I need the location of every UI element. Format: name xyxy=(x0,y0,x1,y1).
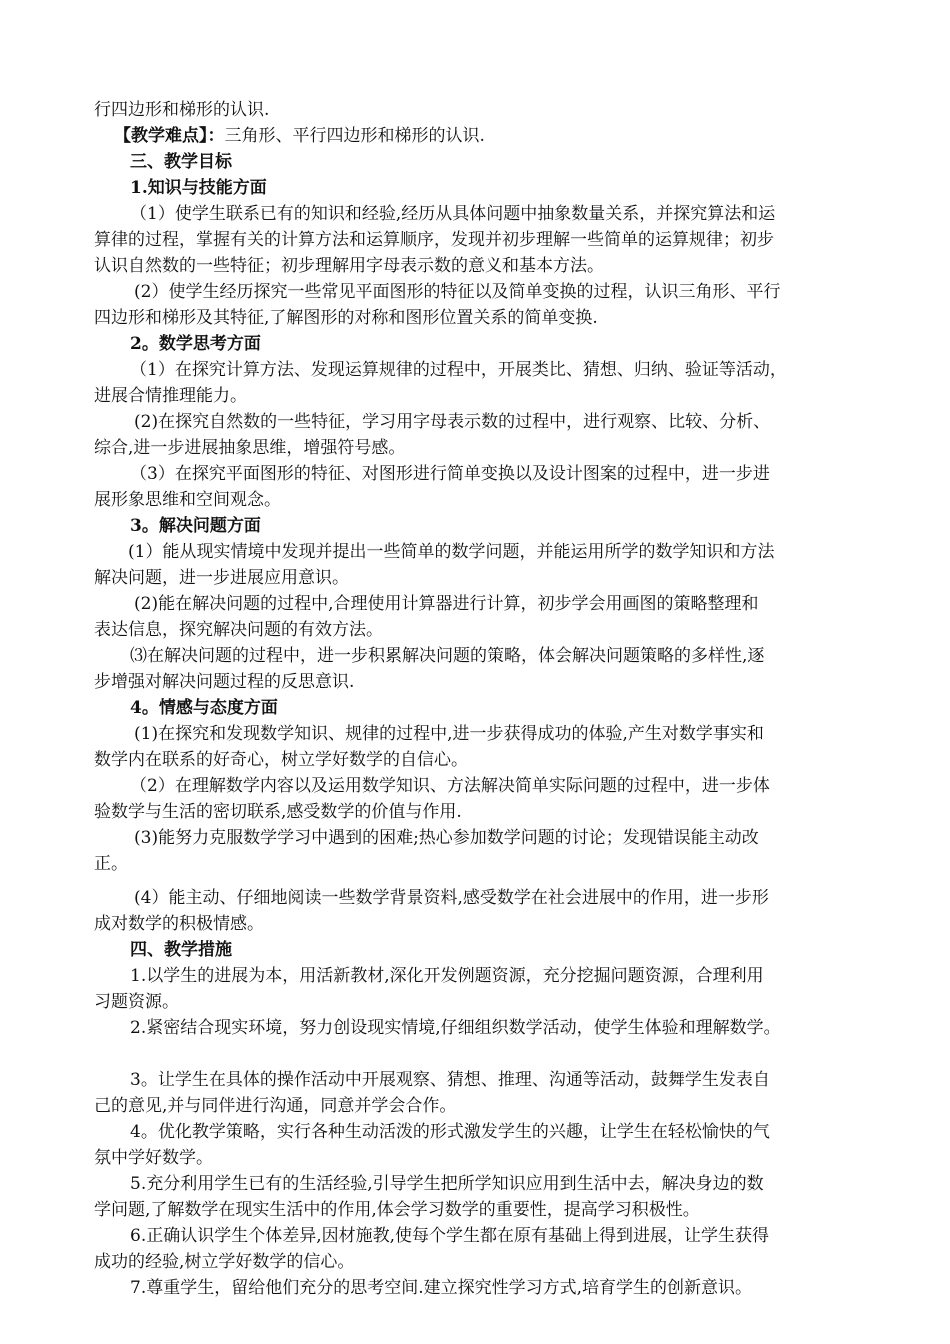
text-line: (2）使学生经历探究一些常见平面图形的特征以及简单变换的过程，认识三角形、平行 xyxy=(134,282,781,302)
text-line: (3)能努力克服数学学习中遇到的困难;热心参加数学问题的讨论；发现错误能主动改 xyxy=(134,828,759,848)
section-heading-teaching-measures: 四、教学措施 xyxy=(130,940,232,960)
text-line: 习题资源。 xyxy=(94,992,179,1012)
text-line: 表达信息，探究解决问题的有效方法。 xyxy=(94,620,383,640)
text-line: (1)在探究和发现数学知识、规律的过程中,进一步获得成功的体验,产生对数学事实和 xyxy=(134,724,764,744)
text-line: 成功的经验,树立学好数学的信心。 xyxy=(94,1252,355,1272)
text-line: 3。让学生在具体的操作活动中开展观察、猜想、推理、沟通等活动，鼓舞学生发表自 xyxy=(130,1070,770,1090)
text-line: 四边形和梯形及其特征,了解图形的对称和图形位置关系的简单变换. xyxy=(94,308,598,328)
text-line: 进展合情推理能力。 xyxy=(94,386,247,406)
text-line: 正。 xyxy=(94,854,128,874)
blank-line xyxy=(94,1041,880,1067)
subheading-emotion-attitude: 4。情感与态度方面 xyxy=(130,698,278,718)
text-line: 数学内在联系的好奇心，树立学好数学的自信心。 xyxy=(94,750,468,770)
text-line: (1）能从现实情境中发现并提出一些简单的数学问题，并能运用所学的数学知识和方法 xyxy=(128,542,775,562)
text-line: (4）能主动、仔细地阅读一些数学背景资料,感受数学在社会进展中的作用，进一步形 xyxy=(134,888,769,908)
text-line: 综合,进一步进展抽象思维，增强符号感。 xyxy=(94,438,406,458)
text-line: 氛中学好数学。 xyxy=(94,1148,213,1168)
text-line: 验数学与生活的密切联系,感受数学的价值与作用. xyxy=(94,802,462,822)
text-line: 解决问题，进一步进展应用意识。 xyxy=(94,568,349,588)
text-line: ⑶在解决问题的过程中，进一步积累解决问题的策略，体会解决问题策略的多样性,逐 xyxy=(130,646,765,666)
text-line: （3）在探究平面图形的特征、对图形进行简单变换以及设计图案的过程中，进一步进 xyxy=(130,464,770,484)
text-line: 学问题,了解数学在现实生活中的作用,体会学习数学的重要性，提高学习积极性。 xyxy=(94,1200,700,1220)
text-line: (2)在探究自然数的一些特征，学习用字母表示数的过程中，进行观察、比较、分析、 xyxy=(134,412,771,432)
text-line: 2.紧密结合现实环境，努力创设现实情境,仔细组织数学活动，使学生体验和理解数学。 xyxy=(130,1018,781,1038)
text-line: 展形象思维和空间观念。 xyxy=(94,490,281,510)
key-difficulty-label: 【教学难点】： xyxy=(114,126,225,146)
text-line: 算律的过程，掌握有关的计算方法和运算顺序，发现并初步理解一些简单的运算规律；初步 xyxy=(94,230,774,250)
text-line: 己的意见,并与同伴进行沟通，同意并学会合作。 xyxy=(94,1096,457,1116)
text-line: (2)能在解决问题的过程中,合理使用计算器进行计算，初步学会用画图的策略整理和 xyxy=(134,594,759,614)
text-line: 1.以学生的进展为本，用活新教材,深化开发例题资源，充分挖掘问题资源，合理利用 xyxy=(130,966,764,986)
text-line: 7.尊重学生，留给他们充分的思考空间.建立探究性学习方式,培育学生的创新意识。 xyxy=(130,1278,753,1298)
text-line: 4。优化教学策略，实行各种生动活泼的形式激发学生的兴趣，让学生在轻松愉快的气 xyxy=(130,1122,770,1142)
subheading-math-thinking: 2。数学思考方面 xyxy=(130,334,261,354)
text-line: 6.正确认识学生个体差异,因材施教,使每个学生都在原有基础上得到进展，让学生获得 xyxy=(130,1226,770,1246)
text-line: 行四边形和梯形的认识. xyxy=(94,100,270,120)
text-line: （2）在理解数学内容以及运用数学知识、方法解决简单实际问题的过程中，进一步体 xyxy=(130,776,770,796)
text-line: 认识自然数的一些特征；初步理解用字母表示数的意义和基本方法。 xyxy=(94,256,604,276)
section-heading-teaching-goals: 三、教学目标 xyxy=(130,152,232,172)
key-difficulty-text: 三角形、平行四边形和梯形的认识. xyxy=(224,126,485,146)
text-line: 5.充分利用学生已有的生活经验,引导学生把所学知识应用到生活中去，解决身边的数 xyxy=(130,1174,764,1194)
key-difficulty-line xyxy=(94,123,880,149)
subheading-knowledge-skills: 1.知识与技能方面 xyxy=(130,178,267,198)
subheading-problem-solving: 3。解决问题方面 xyxy=(130,516,261,536)
text-line: 步增强对解决问题过程的反思意识. xyxy=(94,672,355,692)
text-line: （1）使学生联系已有的知识和经验,经历从具体问题中抽象数量关系，并探究算法和运 xyxy=(130,204,776,224)
text-line: 成对数学的积极情感。 xyxy=(94,914,264,934)
text-line: （1）在探究计算方法、发现运算规律的过程中，开展类比、猜想、归纳、验证等活动， xyxy=(130,360,787,380)
